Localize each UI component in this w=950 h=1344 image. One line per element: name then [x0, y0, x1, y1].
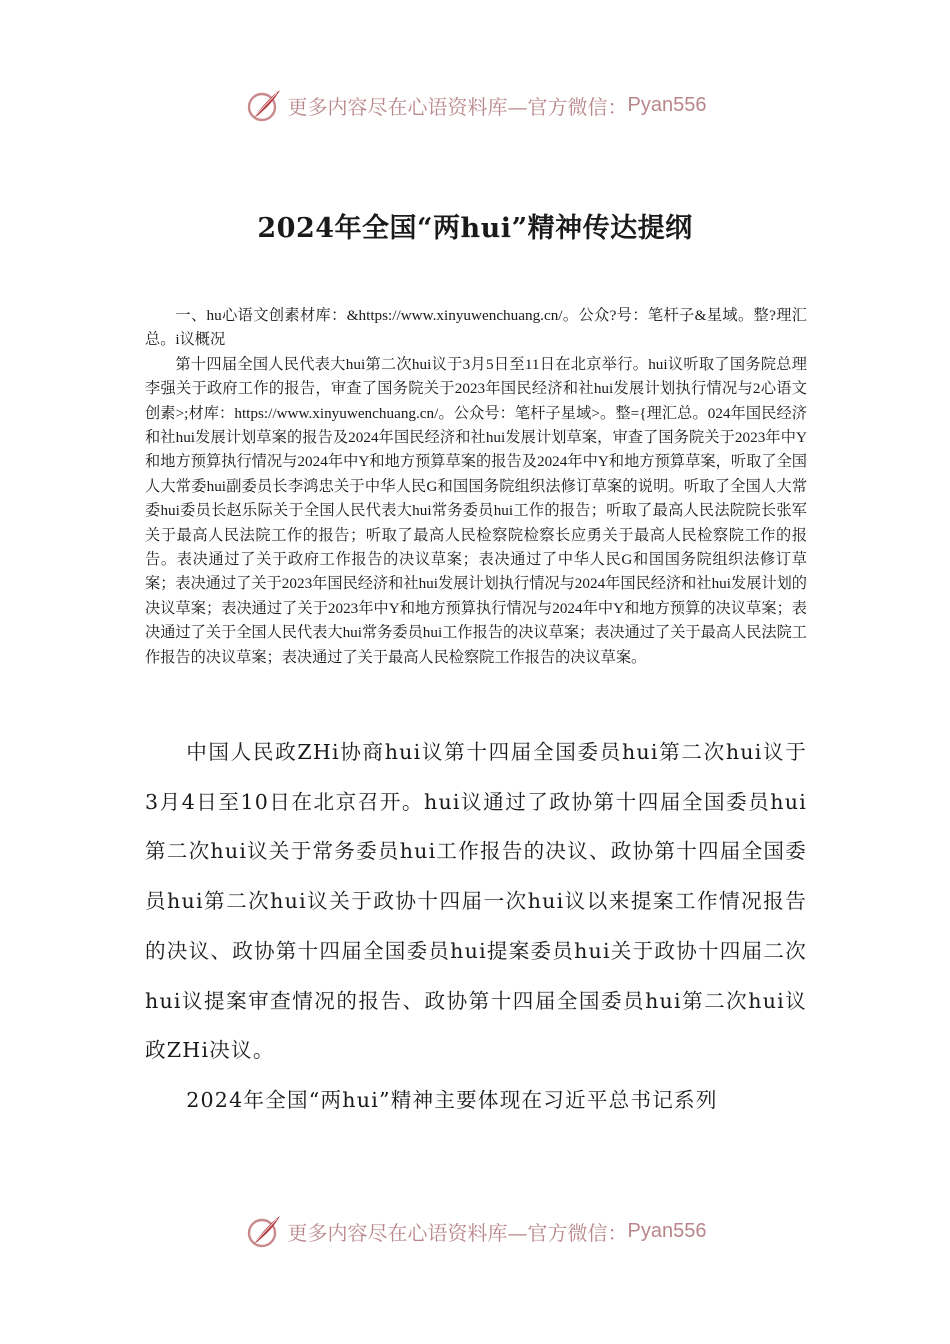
section1-heading: 一、hu心语文创素材库：&https://www.xinyuwenchuang.cn/。公众?号：笔杆子&星域。整?理汇总。i议概况: [145, 307, 807, 349]
watermark-text: 更多内容尽在心语资料库—官方微信：: [287, 1220, 628, 1245]
watermark-banner-bottom: [0, 1208, 950, 1254]
spirit-paragraph: 2024年全国“两hui”精神主要体现在习近平总书记系列: [186, 1087, 718, 1112]
quill-logo-icon: [244, 1211, 284, 1251]
watermark-text: 更多内容尽在心语资料库—官方微信：: [287, 94, 628, 119]
section1-block: [145, 304, 807, 670]
watermark-wechat-id: Pyan556: [627, 1219, 707, 1242]
cppcc-paragraph: 中国人民政ZHi协商hui议第十四届全国委员hui第二次hui议于3月4日至10日在北京召开。hui议通过了政协第十四届全国委员hui第二次hui议关于常务委员hui工作报告的决议、政协第十四届全国委员hui第二次hui议关于政协十四届一次hui议以来提案工作情况报告的决议、政协第十四届全国委员hui提案委员hui关于政协十四届二次hui议提案审查情况的报告、政协第十四届全国委员hui第二次hui议政ZHi决议。: [145, 740, 807, 1063]
section1-body: 第十四届全国人民代表大hui第二次hui议于3月5日至11日在北京举行。hui议听取了国务院总理李强关于政府工作的报告，审查了国务院关于2023年国民经济和社hui发展计划执行情况与2心语文创素>;材库：https://www.xinyuwenchuang.cn/。公众号：笔杆子星域>。整={理汇总。024年国民经济和社hui发展计划草案的报告及2024年国民经济和社hui发展计划草案，审查了国务院关于2023年中Y和地方预算执行情况与2024年中Y和地方预算草案的报告及2024年中Y和地方预算草案，听取了全国人大常委hui副委员长李鸿忠关于中华人民G和国国务院组织法修订草案的说明。听取了全国人大常委hui委员长赵乐际关于全国人民代表大hui常务委员hui工作的报告；听取了最高人民法院院长张军关于最高人民法院工作的报告；听取了最高人民检察院检察长应勇关于最高人民检察院工作的报告。表决通过了关于政府工作报告的决议草案；表决通过了中华人民G和国国务院组织法修订草案；表决通过了关于2023年国民经济和社hui发展计划执行情况与2024年国民经济和社hui发展计划的决议草案；表决通过了关于2023年中Y和地方预算执行情况与2024年中Y和地方预算的决议草案；表决通过了关于全国人民代表大hui常务委员hui工作报告的决议草案；表决通过了关于最高人民法院工作报告的决议草案；表决通过了关于最高人民检察院工作报告的决议草案。: [145, 355, 807, 666]
document-title: 2024年全国“两hui”精神传达提纲: [257, 213, 693, 244]
main-text-block: [145, 728, 807, 1126]
watermark-wechat-id: Pyan556: [627, 93, 707, 116]
watermark-banner-top: [0, 82, 950, 128]
quill-logo-icon: [244, 85, 284, 125]
